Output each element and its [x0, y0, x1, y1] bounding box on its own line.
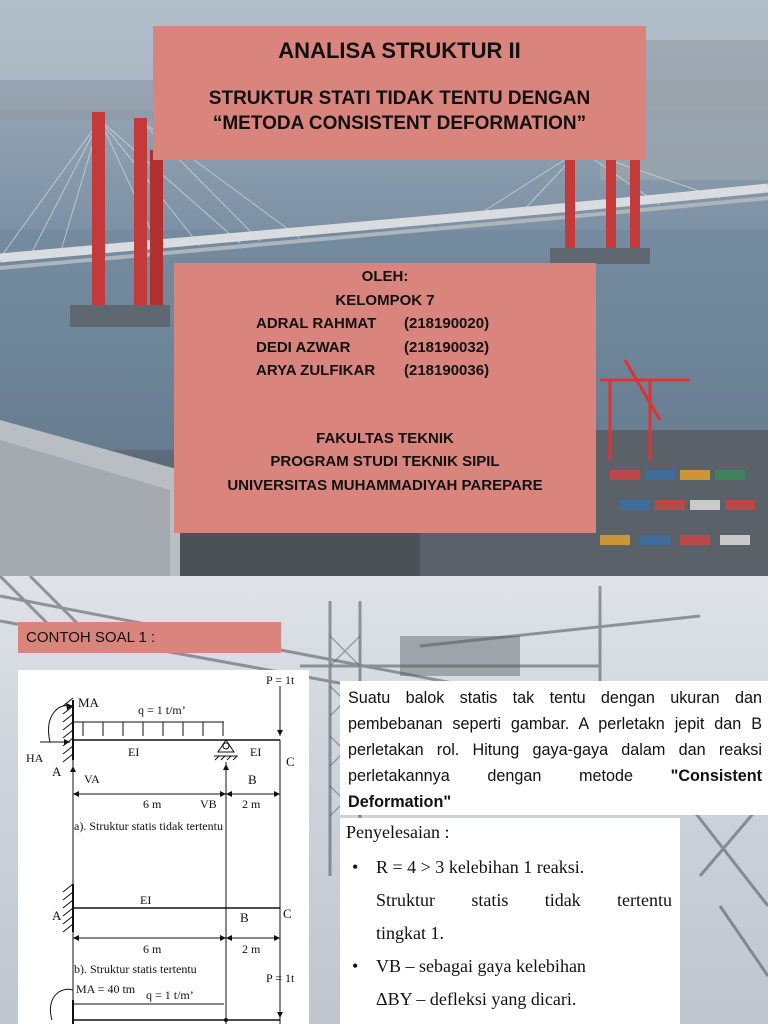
word: Struktur: [376, 890, 436, 910]
solution-1-condition: R = 4 > 3: [376, 857, 445, 877]
solution-1-result: kelebihan 1 reaksi.: [448, 857, 585, 877]
member-row: [174, 336, 596, 360]
solution-item: [346, 950, 680, 1016]
label-ei-left: EI: [128, 745, 140, 759]
label-q: q = 1 t/m’: [138, 703, 186, 717]
title-box: [153, 26, 646, 160]
label-c: C: [286, 754, 295, 769]
study-program: PROGRAM STUDI TEKNIK SIPIL: [270, 453, 500, 470]
solution-heading: Penyelesaian :: [346, 822, 450, 842]
label-span-2-b: 2 m: [242, 942, 261, 956]
solution-item: [346, 851, 680, 950]
label-span-1: 6 m: [143, 797, 162, 811]
member-nim: (218190032): [404, 338, 490, 356]
label-ha: HA: [26, 751, 44, 765]
caption-b: b). Struktur statis tertentu: [74, 962, 197, 976]
solution-1-line-2: [376, 884, 680, 917]
label-vb: VB: [200, 797, 217, 811]
member-nim: (218190020): [404, 315, 490, 332]
label-a-b: A: [52, 908, 62, 923]
member-name: ADRAL RAHMAT: [256, 315, 377, 332]
label-va: VA: [84, 772, 100, 786]
subtitle-line-2: “METODA CONSISTENT DEFORMATION”: [212, 113, 587, 134]
bullet-icon: •: [352, 857, 359, 877]
label-c-b: C: [283, 906, 292, 921]
member-row: [174, 359, 596, 383]
word: statis: [471, 890, 509, 910]
page-title: ANALISA STRUKTUR II: [278, 38, 521, 63]
label-q-c: q = 1 t/m’: [146, 988, 194, 1002]
problem-method: "Consistent Deformation": [348, 767, 762, 811]
author-box: [174, 263, 596, 533]
member-nim: (218190036): [404, 362, 490, 379]
beam-diagram: [18, 670, 309, 1024]
group-name: KELOMPOK 7: [335, 291, 435, 309]
example-label: CONTOH SOAL 1 :: [18, 622, 281, 653]
solution-2-line-2: ΔBY – defleksi yang dicari.: [376, 989, 577, 1009]
faculty: FAKULTAS TEKNIK: [316, 429, 454, 447]
word: tertentu: [617, 890, 672, 910]
label-span-1-b: 6 m: [143, 942, 162, 956]
problem-text: Suatu balok statis tak tentu dengan ukuran dan pembebanan seperti gambar. A perletakn jepit dan B perletakan rol. Hitung gaya-gaya dalam dan reaksi perletakannya dengan metode: [348, 689, 762, 785]
subtitle-line-1: STRUKTUR STATI TIDAK TENTU DENGAN: [208, 88, 591, 109]
label-p: P = 1t: [266, 673, 295, 687]
label-p-c: P = 1t: [266, 971, 295, 985]
beam-diagram-panel: [18, 670, 309, 1024]
label-span-2: 2 m: [242, 797, 261, 811]
solution-2-line-1: VB – sebagai gaya kelebihan: [376, 956, 586, 976]
member-name: DEDI AZWAR: [256, 338, 351, 356]
member-row: [174, 312, 596, 336]
bullet-icon: •: [352, 956, 359, 976]
solution-panel: [340, 818, 680, 1024]
label-ei-right: EI: [250, 745, 262, 759]
label-a: A: [52, 764, 62, 779]
word: tidak: [544, 890, 581, 910]
university: UNIVERSITAS MUHAMMADIYAH PAREPARE: [227, 476, 543, 494]
caption-a: a). Struktur statis tidak tertentu: [74, 819, 223, 833]
label-b: B: [248, 772, 257, 787]
label-b-b: B: [240, 910, 249, 925]
label-ma: MA: [78, 695, 99, 710]
label-ei-b: EI: [140, 893, 152, 907]
problem-statement: [340, 681, 768, 815]
solution-1-line-3: tingkat 1.: [376, 923, 444, 943]
by-label: OLEH:: [361, 268, 409, 285]
subtitle: [153, 86, 646, 136]
label-ma-c: MA = 40 tm: [76, 982, 136, 996]
member-name: ARYA ZULFIKAR: [256, 362, 376, 379]
